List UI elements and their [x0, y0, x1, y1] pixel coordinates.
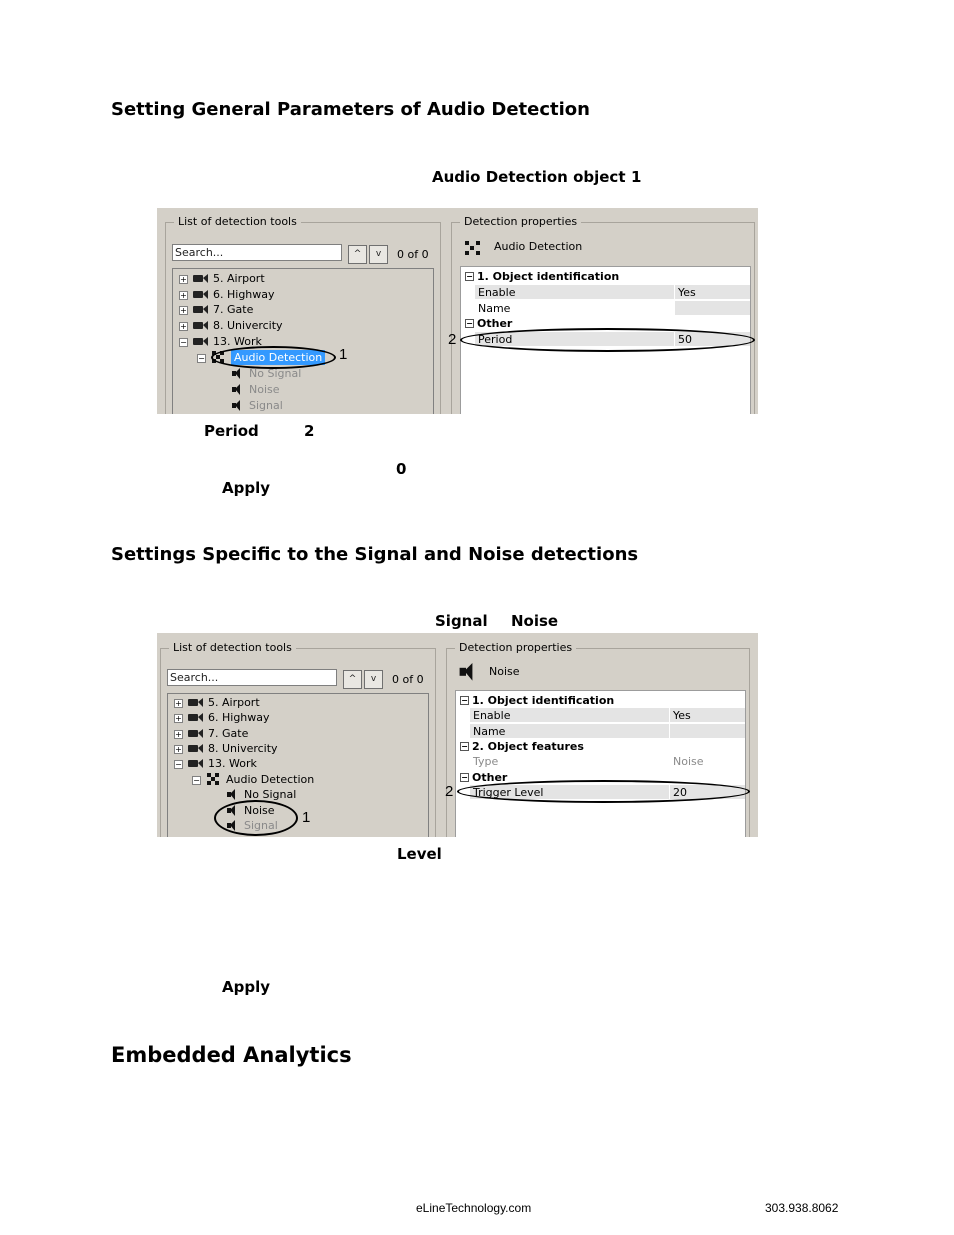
list-title: List of detection tools [169, 641, 296, 654]
property-enable[interactable]: Enable Yes [461, 285, 750, 300]
speaker-icon [231, 384, 243, 395]
camera-icon [193, 290, 209, 299]
collapse-icon[interactable]: − [461, 773, 468, 782]
property-enable[interactable]: Enable Yes [456, 708, 745, 723]
section-object-identification[interactable]: − 1. Object identification [456, 693, 745, 708]
callout-1: 1 [339, 346, 348, 363]
camera-icon [193, 337, 209, 346]
callout-2: 2 [448, 331, 457, 348]
search-input[interactable]: Search... [172, 244, 342, 261]
audio-detection-icon [463, 239, 483, 259]
result-count: 0 of 0 [397, 248, 429, 261]
label-apply-2: Apply [222, 978, 271, 996]
camera-icon [188, 729, 204, 738]
audio-detection-icon [207, 773, 220, 786]
property-period[interactable]: Period 50 [461, 332, 750, 347]
tree-item-label: Audio Detection [231, 350, 325, 365]
list-title: List of detection tools [174, 215, 301, 228]
detection-tree[interactable]: + 5. Airport + 6. Highway + 7. Gate + 8. Univercity − 13. Work − Audio Detection No Signal Noise Signal [172, 268, 434, 414]
speaker-icon [226, 820, 238, 831]
down-button[interactable]: v [364, 670, 383, 689]
properties-header: Noise [489, 665, 520, 678]
label-zero: 0 [396, 460, 407, 478]
screenshot-audio-detection [157, 208, 758, 414]
section-other[interactable]: − Other [461, 316, 750, 331]
up-button[interactable]: ^ [343, 670, 362, 689]
speaker-icon [231, 400, 243, 411]
collapse-icon[interactable]: − [466, 272, 473, 281]
speaker-icon [231, 368, 243, 379]
collapse-icon[interactable]: − [466, 319, 473, 328]
expand-icon[interactable]: + [175, 745, 182, 754]
expand-icon[interactable]: + [175, 699, 182, 708]
expand-icon[interactable]: + [180, 275, 187, 284]
collapse-icon[interactable]: − [175, 760, 182, 769]
result-count: 0 of 0 [392, 673, 424, 686]
heading-embedded-analytics: Embedded Analytics [111, 1043, 352, 1067]
down-button[interactable]: v [369, 245, 388, 264]
camera-icon [188, 744, 204, 753]
detection-tree[interactable]: + 5. Airport + 6. Highway + 7. Gate + 8. Univercity − 13. Work − Audio Detection No Signal Noise Signal [167, 693, 429, 837]
properties-title: Detection properties [460, 215, 581, 228]
expand-icon[interactable]: + [175, 714, 182, 723]
heading-signal-noise: Settings Specific to the Signal and Noise detections [111, 544, 639, 565]
expand-icon[interactable]: + [180, 291, 187, 300]
footer-phone: 303.938.8062 [765, 1201, 839, 1215]
callout-2: 2 [445, 783, 454, 800]
property-grid[interactable] [455, 690, 746, 837]
expand-icon[interactable]: + [175, 730, 182, 739]
expand-icon[interactable]: + [180, 306, 187, 315]
search-input[interactable]: Search... [167, 669, 337, 686]
footer-website[interactable]: eLineTechnology.com [416, 1201, 532, 1215]
section-other[interactable]: − Other [456, 770, 745, 785]
property-trigger-level[interactable]: Trigger Level 20 [456, 785, 745, 800]
camera-icon [188, 698, 204, 707]
label-apply-1: Apply [222, 479, 271, 497]
tree-item-label: Audio Detection [226, 773, 315, 786]
collapse-icon[interactable]: − [461, 696, 468, 705]
label-noise: Noise [511, 612, 559, 630]
camera-icon [193, 321, 209, 330]
heading-audio-general: Setting General Parameters of Audio Detection [111, 99, 590, 120]
section-object-features[interactable]: − 2. Object features [456, 739, 745, 754]
properties-title: Detection properties [455, 641, 576, 654]
camera-icon [193, 274, 209, 283]
label-audio-object: Audio Detection object [432, 168, 626, 186]
collapse-icon[interactable]: − [198, 354, 205, 363]
speaker-icon [226, 789, 238, 800]
property-name[interactable]: Name [461, 301, 750, 316]
camera-icon [193, 305, 209, 314]
collapse-icon[interactable]: − [193, 776, 200, 785]
speaker-icon [226, 805, 238, 816]
properties-header: Audio Detection [494, 240, 583, 253]
label-period-num: 2 [304, 422, 315, 440]
collapse-icon[interactable]: − [180, 338, 187, 347]
camera-icon [188, 759, 204, 768]
collapse-icon[interactable]: − [461, 742, 468, 751]
screenshot-noise-detection [157, 633, 758, 837]
property-name[interactable]: Name [456, 724, 745, 739]
camera-icon [188, 713, 204, 722]
callout-1: 1 [302, 809, 311, 826]
label-level: Level [397, 845, 442, 863]
label-signal: Signal [435, 612, 488, 630]
label-period: Period [204, 422, 259, 440]
property-type[interactable]: Type Noise [456, 754, 745, 769]
expand-icon[interactable]: + [180, 322, 187, 331]
property-grid[interactable] [460, 266, 751, 414]
audio-detection-icon [212, 351, 225, 364]
section-object-identification[interactable]: − 1. Object identification [461, 269, 750, 284]
up-button[interactable]: ^ [348, 245, 367, 264]
label-audio-object-num: 1 [631, 168, 642, 186]
